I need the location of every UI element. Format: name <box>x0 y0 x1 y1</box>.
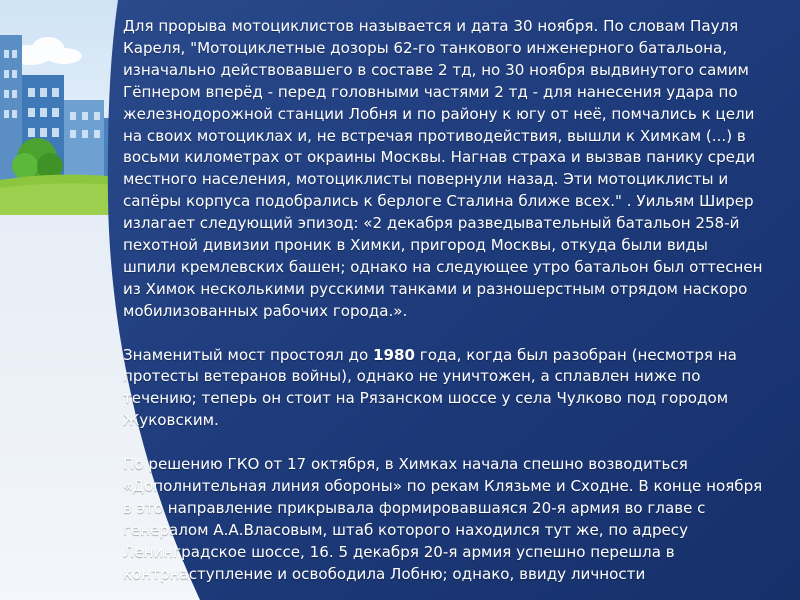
paragraph-2-year: 1980 <box>372 345 415 364</box>
paragraph-2-end: года, когда был разобран (несмотря на протесты ветеранов войны), однако не уничтожен, а сплавлен ниже по течению; теперь он стоит на Рязанском шоссе у села Чулково под городом Жуковским. <box>123 345 737 430</box>
paragraph-2 <box>123 345 763 433</box>
slide-text <box>123 16 763 600</box>
paragraph-1: Для прорыва мотоциклистов называется и дата 30 ноября. По словам Пауля Кареля, "Мотоциклетные дозоры 62-го танкового инженерного батальона, изначально действовавшего в составе 2 тд, но 30 ноября выдвинутого самим Гёпнером вперёд - перед головными частями 2 тд - для нанесения удара по железнодорожной станции Лобня и по району к югу от неё, помчались к цели на своих мотоциклах и, не встречая противодействия, вышли к Химкам (...) в восьми километрах от окраины Москвы. Нагнав страха и вызвав панику среди местного населения, мотоциклисты повернули назад. Эти мотоциклисты и сапёры корпуса подобрались к берлоге Сталина ближе всех." . Уильям Ширер излагает следующий эпизод: «2 декабря разведывательный батальон 258-й пехотной дивизии проник в Химки, пригород Москвы, откуда были виды шпили кремлевских башен; однако на следующее утро батальон был оттеснен из Химок несколькими русскими танками и разношерстным отрядом наскоро мобилизованных рабочих города.». <box>123 17 763 320</box>
paragraph-2-start: Знаменитый мост простоял до <box>123 345 373 364</box>
paragraph-3: По решению ГКО от 17 октября, в Химках начала спешно возводиться «Дополнительная линия обороны» по рекам Клязьме и Сходне. В конце ноября в это направление прикрывала формировавшаяся 20-я армия во главе с генералом А.А.Власовым, штаб которого находился тут же, по адресу Ленинградское шоссе, 16. 5 декабря 20-я армия успешно перешла в контрнаступление и освободила Лобню; однако, ввиду личности <box>123 455 763 583</box>
